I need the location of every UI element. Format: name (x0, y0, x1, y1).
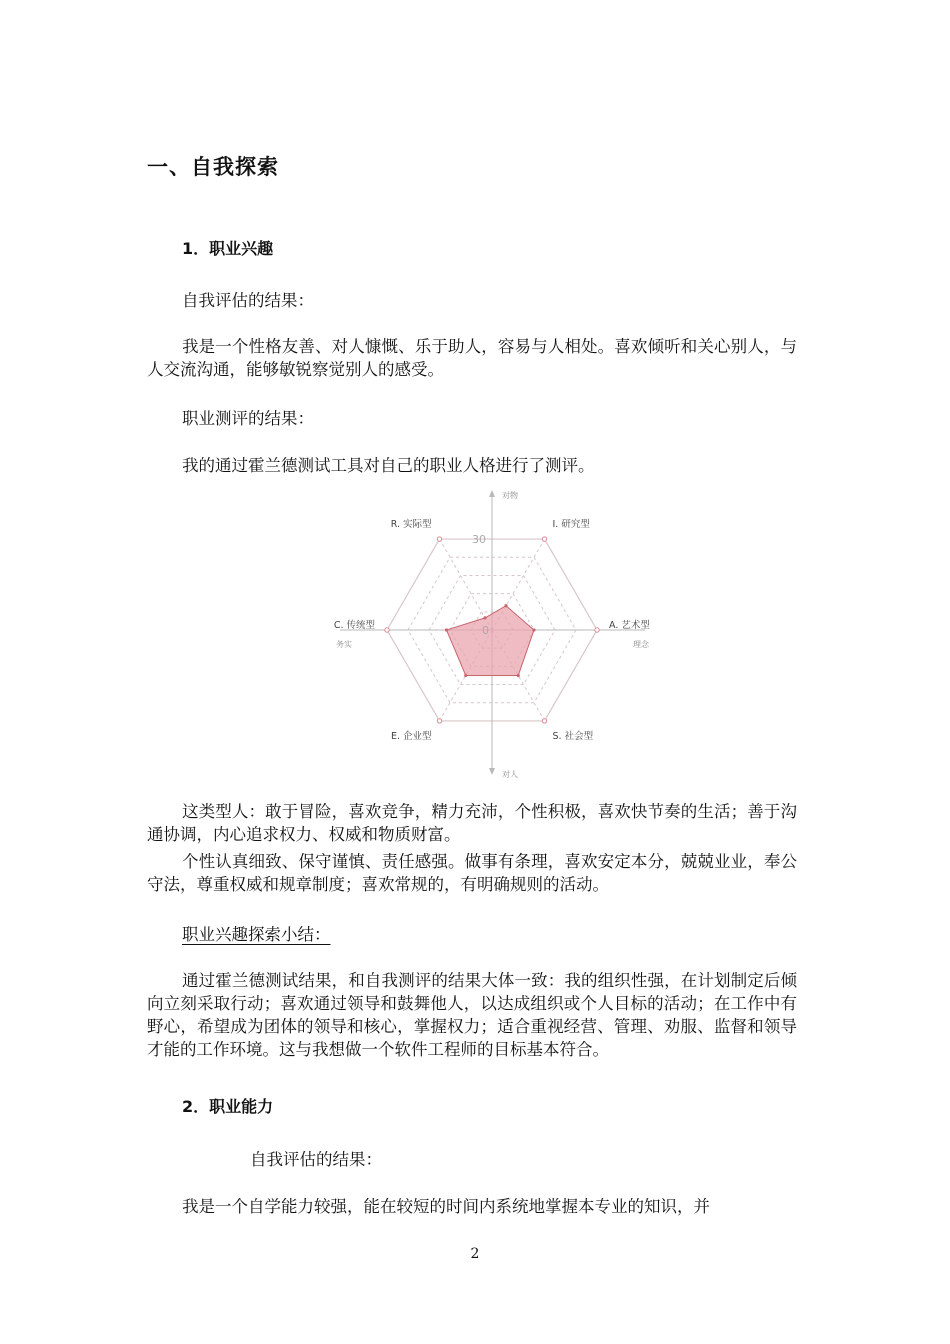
radar-data-point (483, 616, 486, 619)
holland-radar-chart (320, 485, 660, 785)
arrow-down-icon (489, 768, 495, 775)
arrow-up-icon (489, 490, 495, 497)
radar-data-area (447, 606, 535, 676)
type-description-1: 这类型人：敢于冒险，喜欢竞争，精力充沛，个性积极，喜欢快节奏的生活；善于沟通协调，内心追求权力、权威和物质财富。 (147, 802, 797, 844)
summary-label: 职业兴趣探索小结： (182, 925, 331, 944)
radar-vertex-marker (437, 719, 441, 723)
subsection-title-ability: 2．职业能力 (182, 1097, 274, 1116)
section-title: 一、自我探索 (147, 155, 279, 179)
test-result-text: 我的通过霍兰德测试工具对自己的职业人格进行了测评。 (182, 456, 595, 475)
radar-data-point (532, 628, 535, 631)
page-number: 2 (470, 1246, 480, 1262)
radar-axis-label: C. 传统型 (333, 620, 375, 631)
pole-label-top: 对物 (502, 491, 518, 500)
radar-vertex-marker (595, 628, 599, 632)
radar-scale-max: 30 (472, 533, 486, 546)
radar-spoke (440, 539, 493, 630)
self-eval-label: 自我评估的结果： (182, 291, 314, 310)
radar-axis-label: E. 企业型 (390, 730, 432, 742)
pole-label-left: 务实 (336, 640, 352, 649)
radar-axis-label: S. 社会型 (552, 730, 594, 742)
radar-data-point (517, 674, 520, 677)
radar-vertex-marker (385, 628, 389, 632)
summary-paragraph: 通过霍兰德测试结果，和自我测评的结果大体一致：我的组织性强，在计划制定后倾向立刻采取行动；喜欢通过领导和鼓舞他人，以达成组织或个人目标的活动；在工作中有野心，希望成为团体的领导和核心，掌握权力；适合重视经营、管理、劝服、监督和领导才能的工作环境。这与我想做一个软件工程师的目标基本符合。 (147, 971, 797, 1059)
radar-axis-label: I. 研究型 (552, 519, 590, 531)
pole-label-right: 理念 (633, 640, 649, 649)
radar-data-point (464, 674, 467, 677)
type-description-2: 个性认真细致、保守谨慎、责任感强。做事有条理，喜欢安定本分，兢兢业业，奉公守法，尊重权威和规章制度；喜欢常规的，有明确规则的活动。 (147, 852, 797, 894)
subsection-title-interest: 1．职业兴趣 (182, 239, 274, 258)
test-result-label: 职业测评的结果： (182, 409, 314, 428)
radar-vertex-marker (542, 537, 546, 541)
ability-self-eval-paragraph: 我是一个自学能力较强，能在较短的时间内系统地掌握本专业的知识，并 (182, 1197, 710, 1216)
radar-axis-label: R. 实际型 (390, 519, 432, 531)
radar-scale-min: 0 (482, 624, 489, 637)
radar-data-point (445, 628, 448, 631)
ability-self-eval-label: 自我评估的结果： (250, 1150, 382, 1169)
radar-vertex-marker (437, 537, 441, 541)
self-eval-paragraph: 我是一个性格友善、对人慷慨、乐于助人，容易与人相处。喜欢倾听和关心别人，与人交流沟通，能够敏锐察觉别人的感受。 (147, 337, 797, 379)
pole-label-bottom: 对人 (502, 770, 518, 779)
radar-data-point (504, 604, 507, 607)
radar-vertex-marker (542, 719, 546, 723)
radar-axis-label: A. 艺术型 (609, 620, 650, 631)
